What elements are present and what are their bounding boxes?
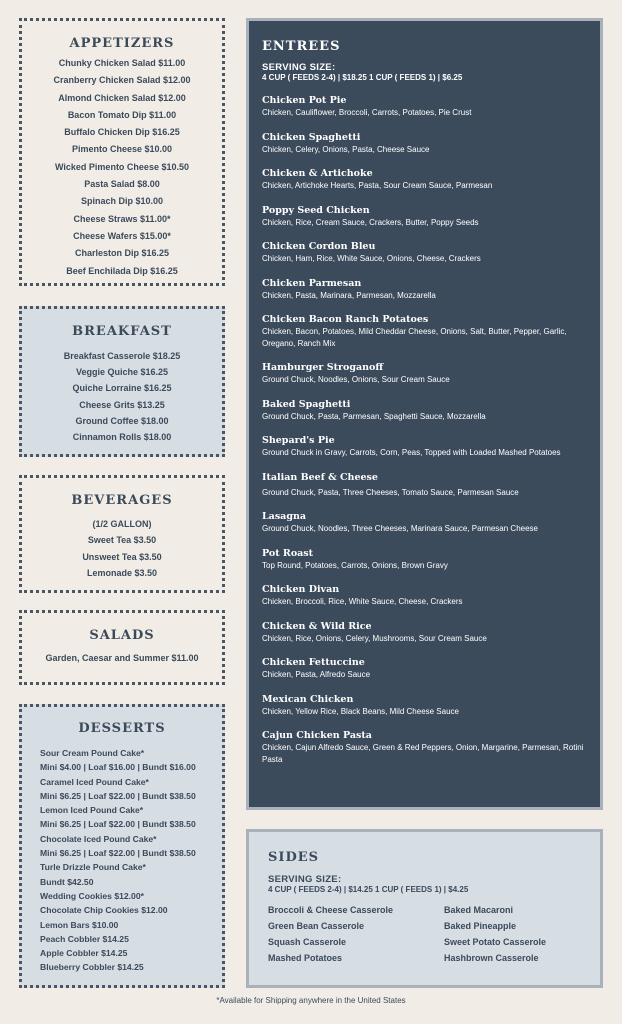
appetizer-item: Spinach Dip $10.00: [80, 196, 164, 207]
dessert-item: Lemon Bars $10.00: [40, 919, 119, 930]
entree-item: [262, 361, 586, 386]
beverage-item: Lemonade $3.50: [86, 567, 158, 578]
breakfast-item: Veggie Quiche $16.25: [75, 367, 169, 378]
entree-item: [262, 510, 586, 535]
entrees-serving-label: SERVING SIZE:: [262, 62, 336, 73]
sides-serving-label: SERVING SIZE:: [268, 874, 342, 885]
entree-item: [262, 204, 586, 229]
entree-desc: Chicken, Artichoke Hearts, Pasta, Sour Cream Sauce, Parmesan: [262, 181, 493, 190]
entree-desc: Chicken, Rice, Cream Sauce, Crackers, Butter, Poppy Seeds: [262, 217, 479, 227]
entree-item: [262, 313, 586, 349]
beverage-item: (1/2 GALLON): [92, 519, 152, 529]
appetizers-section: [19, 18, 225, 286]
shipping-footnote: *Available for Shipping anywhere in the United States: [216, 996, 406, 1005]
entree-desc: Chicken, Broccoli, Rice, White Sauce, Cheese, Crackers: [262, 597, 463, 606]
beverages-title: BEVERAGES: [71, 493, 173, 508]
breakfast-title: BREAKFAST: [72, 324, 172, 339]
entree-desc: Chicken, Bacon, Potatoes, Mild Cheddar Cheese, Onions, Salt, Butter, Pepper, Garlic, Oregano, Ranch Mix: [262, 327, 567, 348]
entree-name: Pot Roast: [262, 547, 314, 559]
salads-section: [19, 610, 225, 685]
entree-desc: Chicken, Yellow Rice, Black Beans, Mild Cheese Sauce: [262, 706, 459, 716]
entree-name: Chicken Cordon Bleu: [262, 241, 376, 252]
desserts-list: [40, 746, 222, 975]
entree-name: Lasagna: [262, 511, 307, 522]
entree-item: [262, 277, 586, 302]
beverage-item: Sweet Tea $3.50: [87, 535, 157, 546]
dessert-item: Lemon Iced Pound Cake*: [40, 805, 144, 816]
side-item: Baked Pineapple: [444, 921, 517, 931]
beverages-list: [22, 516, 222, 581]
side-item: Broccoli & Cheese Casserole: [268, 905, 394, 915]
entree-item: [262, 547, 586, 572]
dessert-item: Mini $6.25 | Loaf $22.00 | Bundt $38.50: [40, 848, 196, 859]
entree-name: Chicken Divan: [262, 584, 340, 595]
entree-desc: Chicken, Cajun Alfredo Sauce, Green & Red Peppers, Onion, Margarine, Parmesan, Rotini Pasta: [262, 743, 584, 764]
side-item: Sweet Potato Casserole: [444, 937, 547, 947]
dessert-item: Sour Cream Pound Cake*: [40, 748, 145, 758]
entree-name: Hamburger Stroganoff: [262, 362, 384, 373]
entrees-section: [246, 18, 603, 810]
entree-name: Shepard's Pie: [262, 435, 335, 446]
appetizer-item: Cheese Straws $11.00*: [73, 213, 171, 224]
entree-item: [262, 729, 586, 765]
dessert-item: Mini $6.25 | Loaf $22.00 | Bundt $38.50: [40, 790, 196, 801]
breakfast-item: Cheese Grits $13.25: [79, 399, 165, 410]
side-item: Squash Casserole: [268, 937, 347, 947]
breakfast-item: Quiche Lorraine $16.25: [72, 383, 172, 394]
breakfast-section: [19, 306, 225, 457]
dessert-item: Peach Cobbler $14.25: [40, 933, 129, 944]
desserts-section: [19, 704, 225, 988]
beverages-section: [19, 475, 225, 593]
entree-name: Italian Beef & Cheese: [262, 471, 378, 483]
desserts-title: DESSERTS: [78, 721, 166, 736]
breakfast-item: Ground Coffee $18.00: [75, 415, 169, 426]
entree-name: Chicken Fettuccine: [262, 657, 365, 668]
dessert-item: Turle Drizzle Pound Cake*: [40, 862, 146, 873]
entree-name: Mexican Chicken: [262, 693, 354, 705]
entree-desc: Ground Chuck, Pasta, Three Cheeses, Tomato Sauce, Parmesan Sauce: [262, 487, 519, 497]
entree-item: [262, 471, 586, 499]
appetizer-item: Buffalo Chicken Dip $16.25: [64, 127, 180, 138]
entree-desc: Ground Chuck in Gravy, Carrots, Corn, Peas, Topped with Loaded Mashed Potatoes: [262, 448, 561, 457]
entree-desc: Ground Chuck, Noodles, Onions, Sour Cream Sauce: [262, 375, 450, 384]
entree-item: [262, 131, 586, 156]
entree-item: [262, 434, 586, 459]
entree-name: Chicken Bacon Ranch Potatoes: [262, 314, 429, 325]
entree-name: Chicken & Artichoke: [262, 168, 373, 179]
entree-name: Cajun Chicken Pasta: [262, 730, 372, 741]
side-item: Hashbrown Casserole: [444, 953, 539, 963]
breakfast-item: Breakfast Casserole $18.25: [63, 351, 181, 361]
dessert-item: Mini $4.00 | Loaf $16.00 | Bundt $16.00: [40, 762, 196, 773]
breakfast-list: [22, 348, 222, 445]
entree-desc: Ground Chuck, Noodles, Three Cheeses, Marinara Sauce, Parmesan Cheese: [262, 524, 538, 533]
entree-item: [262, 656, 586, 681]
appetizer-item: Charleston Dip $16.25: [74, 248, 170, 259]
entrees-serving-detail: 4 CUP ( FEEDS 2-4) | $18.25 1 CUP ( FEEDS 1) | $6.25: [262, 73, 463, 82]
sides-list: [268, 902, 600, 966]
dessert-item: Wedding Cookies $12.00*: [40, 890, 144, 901]
entree-item: [262, 240, 586, 265]
entree-name: Chicken Pot Pie: [262, 95, 347, 106]
breakfast-item: Cinnamon Rolls $18.00: [72, 431, 172, 442]
entree-desc: Top Round, Potatoes, Carrots, Onions, Brown Gravy: [262, 560, 448, 570]
entree-desc: Chicken, Cauliflower, Broccoli, Carrots, Potatoes, Pie Crust: [262, 108, 472, 117]
appetizer-item: Bacon Tomato Dip $11.00: [67, 109, 177, 120]
entree-desc: Ground Chuck, Pasta, Parmesan, Spaghetti Sauce, Mozzarella: [262, 411, 486, 421]
salad-item: Garden, Caesar and Summer $11.00: [45, 653, 199, 663]
entree-name: Baked Spaghetti: [262, 398, 351, 410]
appetizer-item: Chunky Chicken Salad $11.00: [58, 58, 186, 68]
entree-name: Chicken Parmesan: [262, 277, 362, 289]
appetizers-title: APPETIZERS: [69, 36, 175, 51]
sides-section: [246, 829, 603, 988]
sides-title: SIDES: [268, 850, 320, 865]
salads-title: SALADS: [89, 628, 155, 643]
entree-item: [262, 620, 586, 645]
entree-desc: Chicken, Pasta, Marinara, Parmesan, Mozzarella: [262, 290, 436, 300]
dessert-item: Chocolate Iced Pound Cake*: [40, 833, 157, 844]
entree-item: [262, 94, 586, 119]
entree-item: [262, 398, 586, 423]
appetizer-item: Cheese Wafers $15.00*: [73, 230, 171, 241]
appetizer-item: Wicked Pimento Cheese $10.50: [55, 161, 189, 172]
appetizer-item: Almond Chicken Salad $12.00: [58, 92, 186, 103]
appetizer-item: Pimento Cheese $10.00: [71, 144, 173, 155]
sides-serving-detail: 4 CUP ( FEEDS 2-4) | $14.25 1 CUP ( FEEDS 1) | $4.25: [268, 885, 469, 894]
dessert-item: Blueberry Cobbler $14.25: [40, 962, 144, 973]
entree-desc: Chicken, Ham, Rice, White Sauce, Onions, Cheese, Crackers: [262, 254, 481, 263]
beverage-item: Unsweet Tea $3.50: [82, 551, 162, 562]
entree-item: [262, 583, 586, 608]
entree-desc: Chicken, Pasta, Alfredo Sauce: [262, 670, 371, 679]
dessert-item: Mini $6.25 | Loaf $22.00 | Bundt $38.50: [40, 819, 196, 830]
salads-list: [22, 653, 222, 663]
dessert-item: Chocolate Chip Cookies $12.00: [40, 905, 168, 916]
side-item: Baked Macaroni: [444, 905, 514, 915]
entree-item: [262, 693, 586, 718]
appetizer-item: Beef Enchilada Dip $16.25: [66, 265, 178, 276]
entrees-title: ENTREES: [262, 39, 341, 54]
entree-name: Chicken Spaghetti: [262, 131, 361, 143]
dessert-item: Caramel Iced Pound Cake*: [40, 776, 149, 787]
dessert-item: Bundt $42.50: [40, 876, 94, 887]
entree-name: Chicken & Wild Rice: [262, 620, 372, 632]
entree-name: Poppy Seed Chicken: [262, 204, 370, 216]
side-item: Green Bean Casserole: [268, 921, 365, 931]
appetizer-item: Cranberry Chicken Salad $12.00: [53, 75, 191, 86]
entree-desc: Chicken, Celery, Onions, Pasta, Cheese Sauce: [262, 144, 430, 154]
dessert-item: Apple Cobbler $14.25: [40, 948, 128, 959]
side-item: Mashed Potatoes: [268, 953, 343, 963]
entree-desc: Chicken, Rice, Onions, Celery, Mushrooms, Sour Cream Sauce: [262, 633, 487, 643]
entree-item: [262, 167, 586, 192]
appetizer-item: Pasta Salad $8.00: [84, 179, 160, 190]
appetizers-list: [22, 55, 222, 280]
